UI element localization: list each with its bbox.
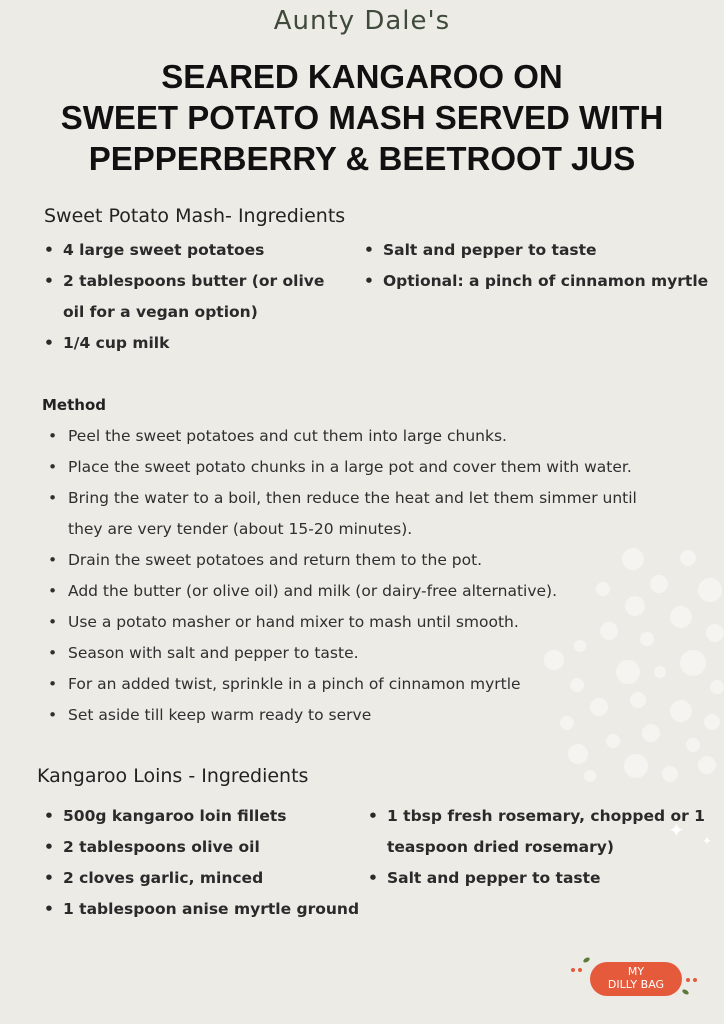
brand-name: Aunty Dale's: [273, 6, 451, 36]
logo-dot: [571, 968, 575, 972]
method-heading: Method: [42, 396, 106, 414]
list-item: • Salt and pepper to taste: [368, 863, 705, 894]
method-step: • Peel the sweet potatoes and cut them into large chunks.: [48, 421, 637, 452]
recipe-title: [20, 56, 704, 179]
list-item: • Optional: a pinch of cinnamon myrtle: [364, 266, 708, 297]
method-step: • Season with salt and pepper to taste.: [48, 638, 637, 669]
method-step: • Add the butter (or olive oil) and milk (or dairy-free alternative).: [48, 576, 637, 607]
method-step: • Use a potato masher or hand mixer to mash until smooth.: [48, 607, 637, 638]
title-line-3: PEPPERBERRY & BEETROOT JUS: [88, 140, 636, 177]
kangaroo-ingredients-left: [44, 801, 359, 925]
title-line-2: SWEET POTATO MASH SERVED WITH: [60, 99, 664, 136]
mash-ingredients-heading: Sweet Potato Mash- Ingredients: [44, 205, 346, 227]
method-step-continuation: they are very tender (about 15-20 minutes).: [68, 520, 413, 538]
kangaroo-ingredients-heading: Kangaroo Loins - Ingredients: [37, 765, 309, 787]
list-item: • 2 tablespoons butter (or olive: [44, 266, 324, 297]
list-item: • 1 tablespoon anise myrtle ground: [44, 894, 359, 925]
sparkle-icon: ✦: [702, 834, 713, 848]
logo-line-2: DILLY BAG: [607, 978, 665, 991]
list-item-continuation: oil for a vegan option): [63, 303, 258, 321]
sparkle-icon: ✦: [668, 818, 685, 842]
my-dilly-bag-logo: [590, 962, 682, 996]
list-item: • 500g kangaroo loin fillets: [44, 801, 359, 832]
list-item: • 1/4 cup milk: [44, 328, 324, 359]
list-item-continuation: teaspoon dried rosemary): [387, 838, 614, 856]
method-step: • Bring the water to a boil, then reduce the heat and let them simmer until: [48, 483, 637, 514]
logo-dot: [686, 978, 690, 982]
leaf-icon: [681, 989, 689, 996]
method-step: • Drain the sweet potatoes and return them to the pot.: [48, 545, 637, 576]
method-step: • For an added twist, sprinkle in a pinch of cinnamon myrtle: [48, 669, 637, 700]
mash-ingredients-left: [44, 235, 324, 359]
list-item: • 1 tbsp fresh rosemary, chopped or 1: [368, 801, 705, 832]
method-step: • Place the sweet potato chunks in a large pot and cover them with water.: [48, 452, 637, 483]
list-item: • 2 tablespoons olive oil: [44, 832, 359, 863]
list-item: • 4 large sweet potatoes: [44, 235, 324, 266]
logo-dot: [578, 968, 582, 972]
mash-ingredients-right: [364, 235, 708, 297]
logo-line-1: MY: [627, 965, 645, 978]
title-line-1: SEARED KANGAROO ON: [161, 58, 563, 95]
logo-dot: [693, 978, 697, 982]
method-step: • Set aside till keep warm ready to serve: [48, 700, 637, 731]
method-steps: [48, 421, 637, 731]
kangaroo-ingredients-right: [368, 801, 705, 894]
list-item: • 2 cloves garlic, minced: [44, 863, 359, 894]
list-item: • Salt and pepper to taste: [364, 235, 708, 266]
